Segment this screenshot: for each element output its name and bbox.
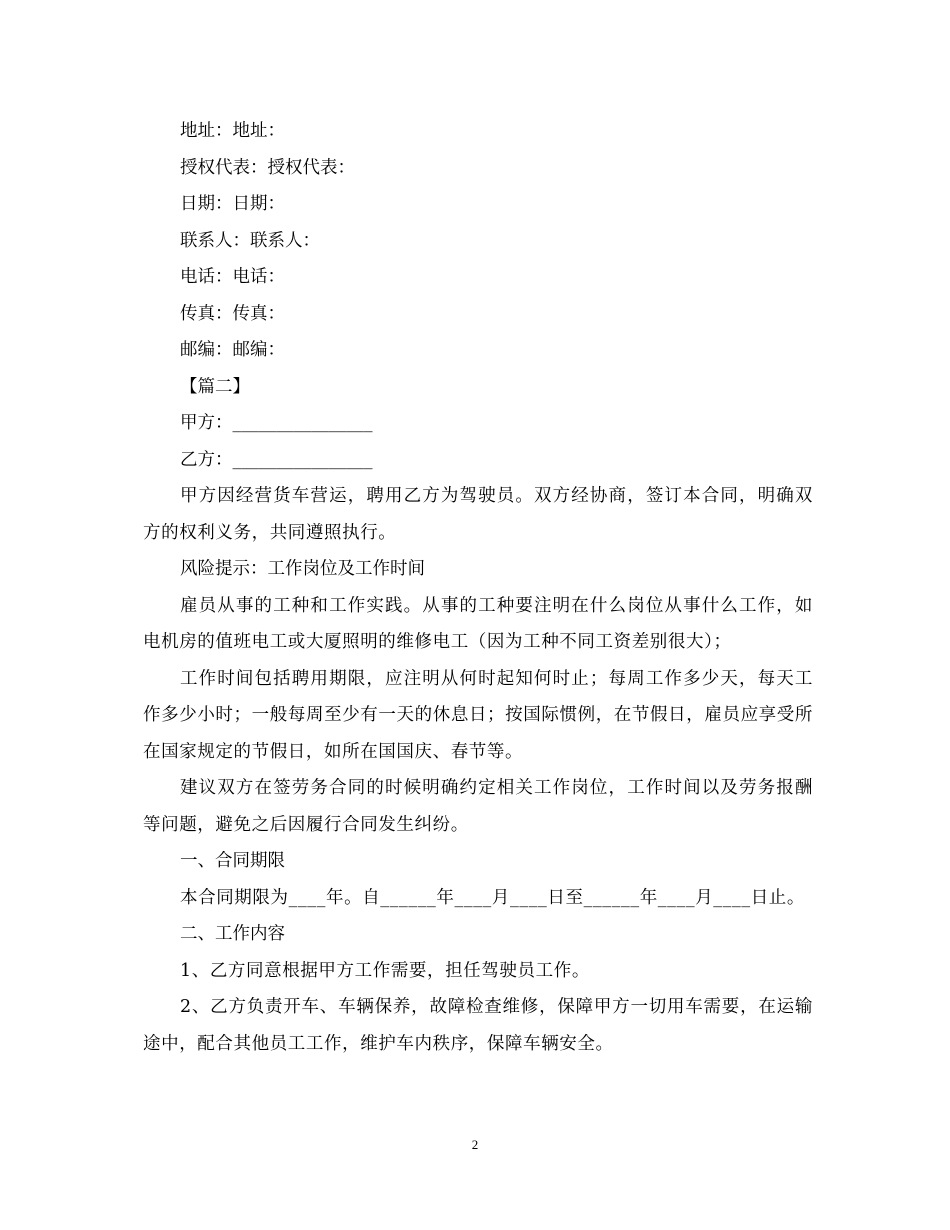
document-body [143, 113, 813, 1062]
phone-line: 电话：电话： [180, 267, 285, 287]
section-heading: 【篇二】 [180, 376, 250, 397]
address-line: 地址：地址： [180, 121, 285, 141]
risk-paragraph-job-type: 雇员从事的工种和工作实践。从事的工种要注明在什么岗位从事什么工作，如电机房的值班电工或大厦照明的维修电工（因为工种不同工资差别很大）； [143, 595, 813, 652]
intro-paragraph: 甲方因经营货车营运，聘用乙方为驾驶员。双方经协商，签订本合同，明确双方的权利义务，共同遵照执行。 [143, 486, 813, 543]
clause-term-text: 本合同期限为____年。自______年____月____日至______年____月____日止。 [180, 887, 805, 908]
date-line: 日期：日期： [180, 194, 285, 214]
clause-work-content-item: 1、乙方同意根据甲方工作需要，担任驾驶员工作。 [180, 960, 590, 981]
authorized-representative-line: 授权代表：授权代表： [180, 157, 355, 178]
risk-heading: 风险提示：工作岗位及工作时间 [180, 559, 425, 579]
page-number: 2 [471, 1137, 479, 1152]
postcode-line: 邮编：邮编： [180, 340, 285, 360]
party-a-line: 甲方：________________ [180, 413, 373, 433]
risk-paragraph-work-time: 工作时间包括聘用期限，应注明从何时起知何时止；每周工作多少天，每天工作多少小时；一般每周至少有一天的休息日；按国际惯例，在节假日，雇员应享受所在国家规定的节假日，如所在国国庆、春节等。 [143, 668, 813, 762]
contact-person-line: 联系人：联系人： [180, 230, 320, 251]
clause-work-content-heading: 二、工作内容 [180, 924, 285, 944]
fax-line: 传真：传真： [180, 303, 285, 324]
clause-work-content-item: 2、乙方负责开车、车辆保养，故障检查维修，保障甲方一切用车需要，在运输途中，配合其他员工工作，维护车内秩序，保障车辆安全。 [143, 997, 813, 1054]
clause-term-heading: 一、合同期限 [180, 851, 285, 871]
party-b-line: 乙方：________________ [180, 449, 373, 470]
risk-paragraph-advice: 建议双方在签劳务合同的时候明确约定相关工作岗位，工作时间以及劳务报酬等问题，避免之后因履行合同发生纠纷。 [143, 778, 813, 835]
